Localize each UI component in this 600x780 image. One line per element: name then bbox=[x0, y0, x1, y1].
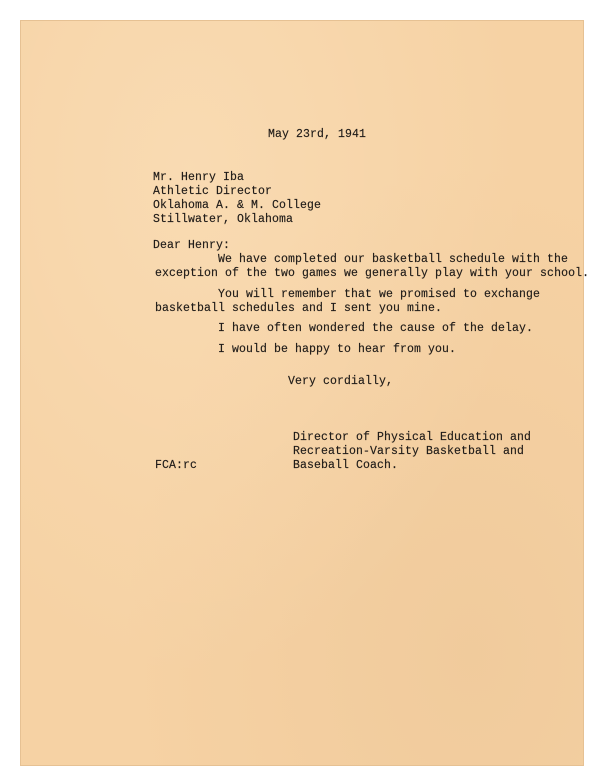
reference-initials: FCA:rc bbox=[155, 459, 198, 472]
paragraph-4: I would be happy to hear from you. bbox=[218, 343, 457, 356]
signature-title-line-3: Baseball Coach. bbox=[293, 459, 399, 472]
salutation: Dear Henry: bbox=[153, 239, 231, 252]
address-line-title: Athletic Director bbox=[153, 185, 273, 198]
letter-date: May 23rd, 1941 bbox=[268, 128, 367, 141]
address-line-city: Stillwater, Oklahoma bbox=[153, 213, 294, 226]
paragraph-2-line-1: You will remember that we promised to exchange bbox=[218, 288, 541, 301]
paragraph-1-line-2: exception of the two games we generally play with your school. bbox=[155, 267, 590, 280]
address-line-name: Mr. Henry Iba bbox=[153, 171, 245, 184]
signature-title-line-2: Recreation-Varsity Basketball and bbox=[293, 445, 525, 458]
closing: Very cordially, bbox=[288, 375, 394, 388]
address-line-institution: Oklahoma A. & M. College bbox=[153, 199, 322, 212]
paragraph-1-line-1: We have completed our basketball schedule with the bbox=[218, 253, 569, 266]
paragraph-2-line-2: basketball schedules and I sent you mine. bbox=[155, 302, 443, 315]
signature-title-line-1: Director of Physical Education and bbox=[293, 431, 532, 444]
paragraph-3: I have often wondered the cause of the delay. bbox=[218, 322, 534, 335]
